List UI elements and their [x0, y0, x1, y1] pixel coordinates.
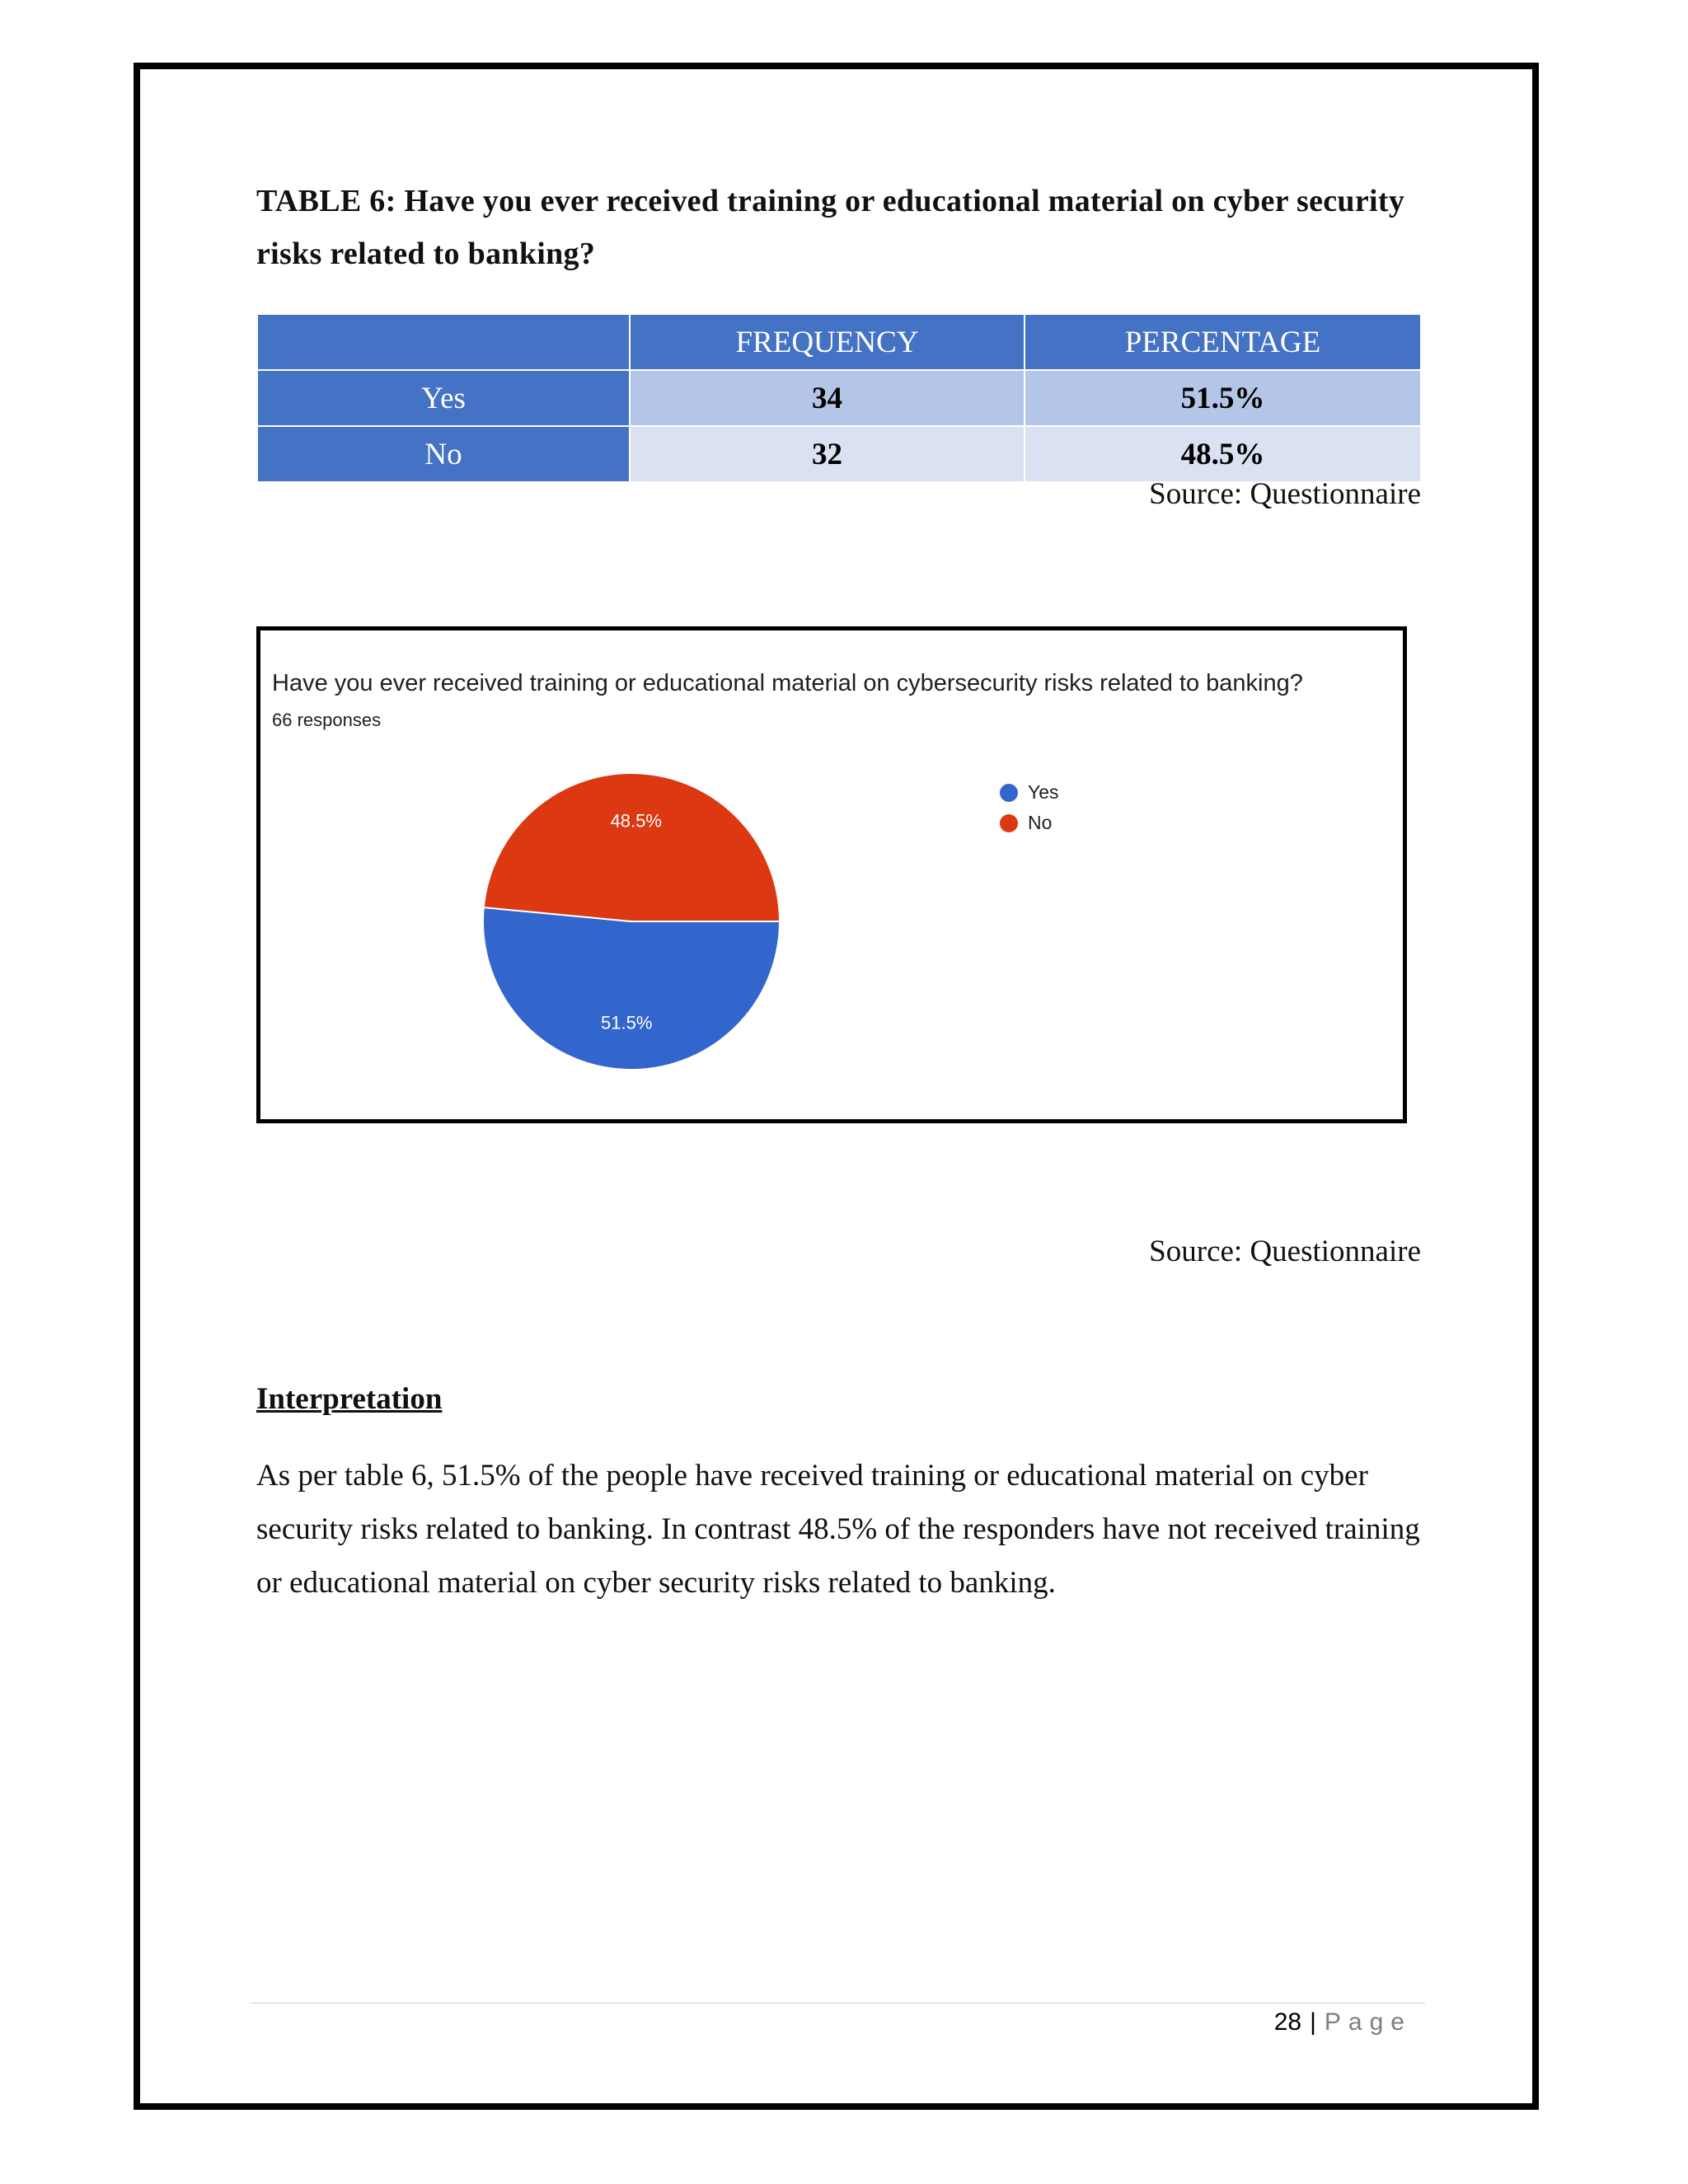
pie-chart: [260, 630, 1403, 1119]
table-header-row: [257, 314, 1421, 370]
legend-item-no: [1000, 808, 1059, 838]
pie-label-no: 48.5%: [610, 810, 662, 832]
chart-title: Have you ever received training or educational material on cybersecurity risks related to banking?: [272, 670, 1303, 696]
table-header-percentage: PERCENTAGE: [1025, 314, 1421, 370]
pie-slice-no: [484, 773, 780, 921]
footer-divider: [251, 2003, 1425, 2004]
pie-slice-yes: [483, 907, 780, 1070]
row-label-yes: Yes: [257, 370, 630, 426]
page-number: 28: [1273, 2008, 1302, 2036]
table-title: TABLE 6: Have you ever received training or educational material on cyber security risks related to banking?: [256, 184, 1405, 271]
page-footer: [1274, 2008, 1412, 2036]
table-header-blank: [257, 314, 630, 370]
table-header-frequency: FREQUENCY: [630, 314, 1025, 370]
frequency-table: [256, 313, 1422, 483]
legend-swatch-yes: [1000, 784, 1018, 802]
row-label-no: No: [257, 426, 630, 482]
table-source: Source: Questionnaire: [1149, 477, 1421, 511]
legend-label-no: No: [1028, 812, 1053, 833]
cell-percentage-no: 48.5%: [1025, 426, 1421, 482]
chart-response-count: 66 responses: [272, 710, 382, 730]
cell-frequency-yes: 34: [630, 370, 1025, 426]
legend-swatch-no: [1000, 814, 1018, 832]
footer-separator: |: [1310, 2008, 1316, 2036]
cell-frequency-no: 32: [630, 426, 1025, 482]
cell-percentage-yes: 51.5%: [1025, 370, 1421, 426]
table-row: [257, 370, 1421, 426]
legend-item-yes: [1000, 777, 1059, 808]
interpretation-heading: Interpretation: [256, 1382, 443, 1416]
chart-legend: [1000, 777, 1059, 838]
legend-label-yes: Yes: [1028, 781, 1059, 803]
page-label: Page: [1324, 2008, 1412, 2036]
interpretation-paragraph: As per table 6, 51.5% of the people have received training or educational material on cyber security risks related to banking. In contrast 48.5% of the responders have not received training or educational material on cyber security risks related to banking.: [256, 1459, 1420, 1600]
pie-label-yes: 51.5%: [601, 1012, 653, 1033]
pie-chart-panel: [256, 626, 1407, 1123]
table-row: [257, 426, 1421, 482]
chart-source: Source: Questionnaire: [1149, 1235, 1421, 1268]
